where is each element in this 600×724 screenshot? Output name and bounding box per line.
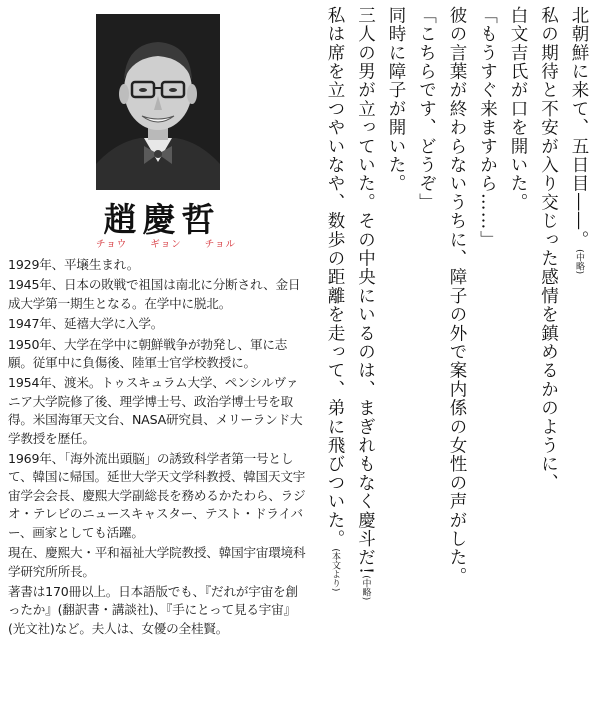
bio-paragraph: 1950年、大学在学中に朝鮮戦争が勃発し、軍に志願。従軍中に負傷後、陸軍士官学校教授に。 (8, 336, 288, 371)
bio-paragraph: 著書は170冊以上。日本語版でも、『だれが宇宙を創ったか』(翻訳書・講談社)、『手にとって見る宇宙』(光文社)など。夫人は、女優の全桂賢。 (8, 583, 298, 636)
excerpt-line (411, 6, 442, 606)
excerpt-line-text: 「もうすぐ来ますから……」 (477, 6, 498, 250)
excerpt-line-text: 「こちらです、どうぞ」 (416, 6, 437, 212)
author-name: 趙慶哲 (103, 200, 221, 239)
excerpt-note: (中略) (574, 249, 584, 275)
excerpt-line (503, 6, 534, 606)
excerpt-line-text: 彼の言葉が終わらないうちに、障子の外で案内係の女性の声がした。 (447, 6, 467, 586)
excerpt-line (320, 6, 351, 606)
bio-paragraph: 1954年、渡米。トゥスキュラム大学、ペンシルヴァニア大学院修了後、理学博士号、政治学博士号を取得。米国海軍天文台、NASA研究員、メリーランド大学教授を歴任。 (8, 375, 303, 446)
excerpt-line-text: 私は席を立つやいなや、数歩の距離を走って、弟に飛びついた。 (325, 6, 345, 549)
author-portrait (96, 14, 220, 190)
bio-paragraph: 1969年、「海外流出頭脳」の誘致科学者第一号として、韓国に帰国。延世大学天文学科教授、韓国天文宇宙学会会長、慶熙大学副総長を務めるかたわら、ラジオ・テレビのニュースキャスター、テスト・ドライバー、画家としても活躍。 (8, 451, 306, 540)
bio-paragraph: 現在、慶熙大・平和福祉大学院教授、韓国宇宙環境科学研究所所長。 (8, 545, 306, 579)
excerpt-note: (本文より) (330, 548, 340, 592)
excerpt-line-text: 北朝鮮に来て、五日目――。 (569, 6, 589, 250)
excerpt-line (442, 6, 473, 606)
excerpt-line-text: 白文吉氏が口を開いた。 (508, 6, 528, 212)
excerpt-line-text: 私の期待と不安が入り交じった感情を鎮めるかのように、 (538, 6, 559, 493)
book-excerpt (304, 6, 594, 606)
portrait-illustration (96, 14, 220, 190)
furigana-2: ギョン (150, 239, 182, 250)
excerpt-line (472, 6, 503, 606)
furigana-1: チョウ (96, 239, 128, 250)
furigana-3: チョル (204, 239, 236, 250)
excerpt-line (350, 6, 381, 606)
excerpt-line (381, 6, 412, 606)
bio-paragraph: 1945年、日本の敗戦で祖国は南北に分断され、金日成大学第一期生となる。在学中に脱北。 (8, 277, 301, 311)
excerpt-line-text: 同時に障子が開いた。 (386, 6, 406, 193)
bio-paragraph: 1929年、平壌生まれ。 (8, 257, 140, 272)
excerpt-line (533, 6, 564, 606)
bio-paragraph: 1947年、延禧大学に入学。 (8, 316, 164, 332)
author-biography (8, 256, 308, 640)
excerpt-line-text: 三人の男が立っていた。その中央にいるのは、まぎれもなく慶斗だ! (355, 6, 376, 576)
excerpt-line (564, 6, 595, 606)
excerpt-note: (中略) (360, 575, 371, 601)
author-furigana (86, 236, 246, 250)
